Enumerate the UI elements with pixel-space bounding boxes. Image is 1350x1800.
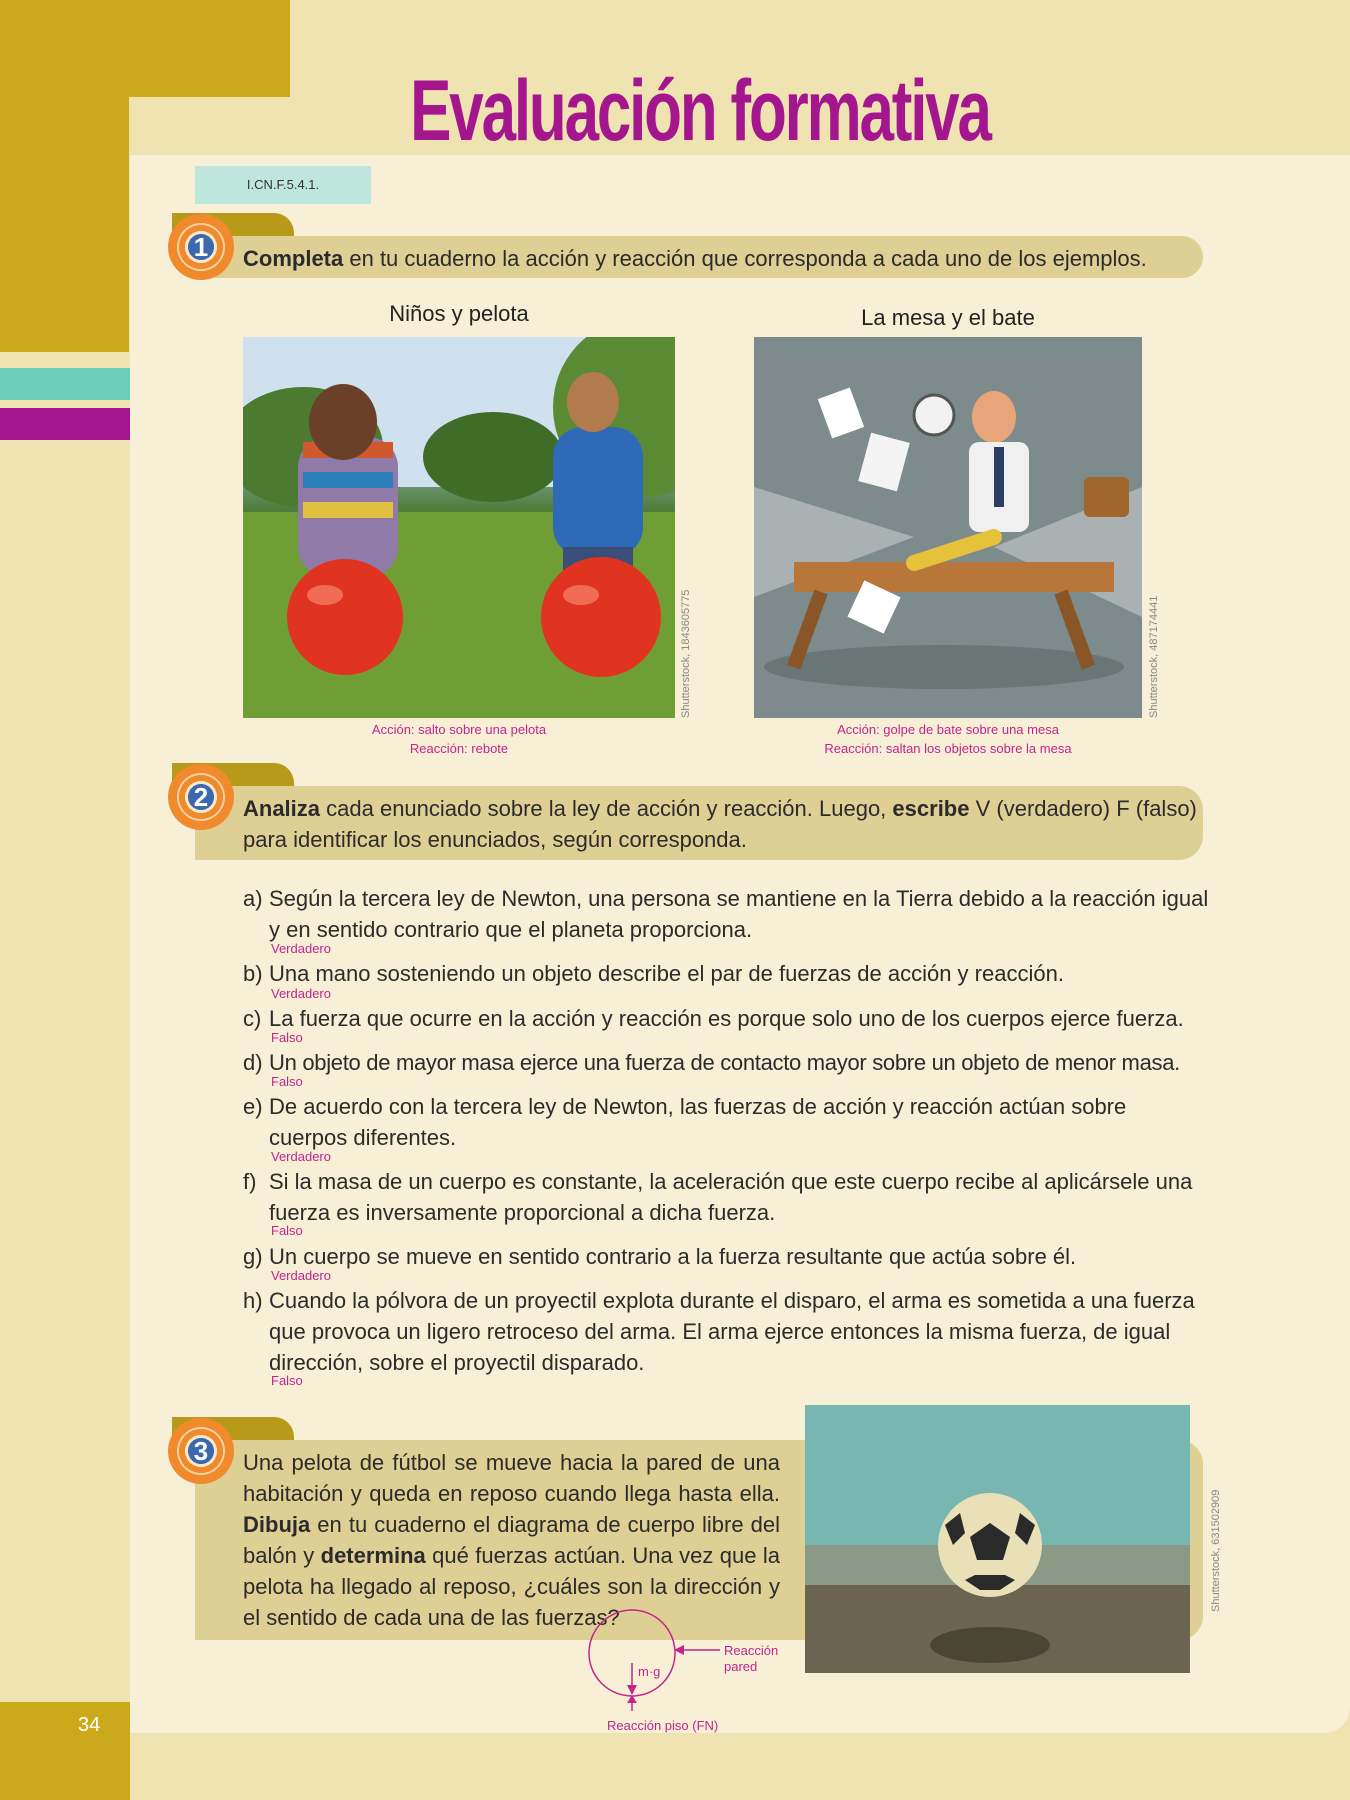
activity3-number-badge: 3 <box>168 1418 234 1484</box>
wall-reaction-label: Reacción pared <box>724 1643 779 1674</box>
answer-f: Falso <box>271 1223 303 1238</box>
activity1-instruction: Completa en tu cuaderno la acción y reacción que corresponda a cada uno de los ejemplos. <box>243 246 1147 271</box>
example1-credit: Shutterstock, 1843605775 <box>680 589 692 718</box>
activity1-number-badge: 1 <box>168 214 234 280</box>
example1-caption: Acción: salto sobre una pelota Reacción: rebote <box>371 722 547 756</box>
answer-g: Verdadero <box>271 1268 331 1283</box>
weight-label: m·g <box>638 1664 661 1679</box>
teal-stripe <box>0 368 130 400</box>
gold-top-tab <box>0 0 290 97</box>
answer-c: Falso <box>271 1030 303 1045</box>
weight-arrow-head <box>627 1685 637 1695</box>
activity2-number-badge: 2 <box>168 764 234 830</box>
activity3-credit: Shutterstock, 631502909 <box>1210 1489 1222 1612</box>
indicator-code-badge: I.CN.F.5.4.1. <box>195 166 371 204</box>
activity2-instruction: Analiza cada enunciado sobre la ley de acción y reacción. Luego, escribe V (verdadero) F (falso) para identificar los enunciados, según corresponda. <box>243 796 1197 852</box>
example2-caption: Acción: golpe de bate sobre una mesa Reacción: saltan los objetos sobre la mesa <box>824 722 1072 756</box>
page-number: 34 <box>78 1714 101 1736</box>
soccer-ball-photo <box>805 1405 1190 1673</box>
answer-a: Verdadero <box>271 941 331 956</box>
answer-h: Falso <box>271 1373 303 1388</box>
kids-ball-photo <box>243 337 675 718</box>
magenta-stripe <box>0 408 130 440</box>
answer-b: Verdadero <box>271 986 331 1001</box>
table-bat-illustration <box>754 337 1142 718</box>
page-title: Evaluación formativa <box>410 63 990 159</box>
gold-footer-tab <box>0 1702 130 1800</box>
answer-d: Falso <box>271 1074 303 1089</box>
answer-e: Verdadero <box>271 1149 331 1164</box>
activity3-instruction: Una pelota de fútbol se mueve hacia la pared de una habitación y queda en reposo cuando llega hasta ella. Dibuja en tu cuaderno el diagrama de cuerpo libre del balón y determina qué fuerzas actúan. Una vez que la pelota ha llegado al reposo, ¿cuáles son la dirección y el sentido de cada una de las fuerzas? <box>243 1450 780 1630</box>
example2-credit: Shutterstock, 487174441 <box>1148 595 1160 718</box>
floor-reaction-label: Reacción piso (FN) <box>607 1718 719 1733</box>
example2-title: La mesa y el bate <box>861 305 1035 330</box>
example1-title: Niños y pelota <box>389 301 529 326</box>
